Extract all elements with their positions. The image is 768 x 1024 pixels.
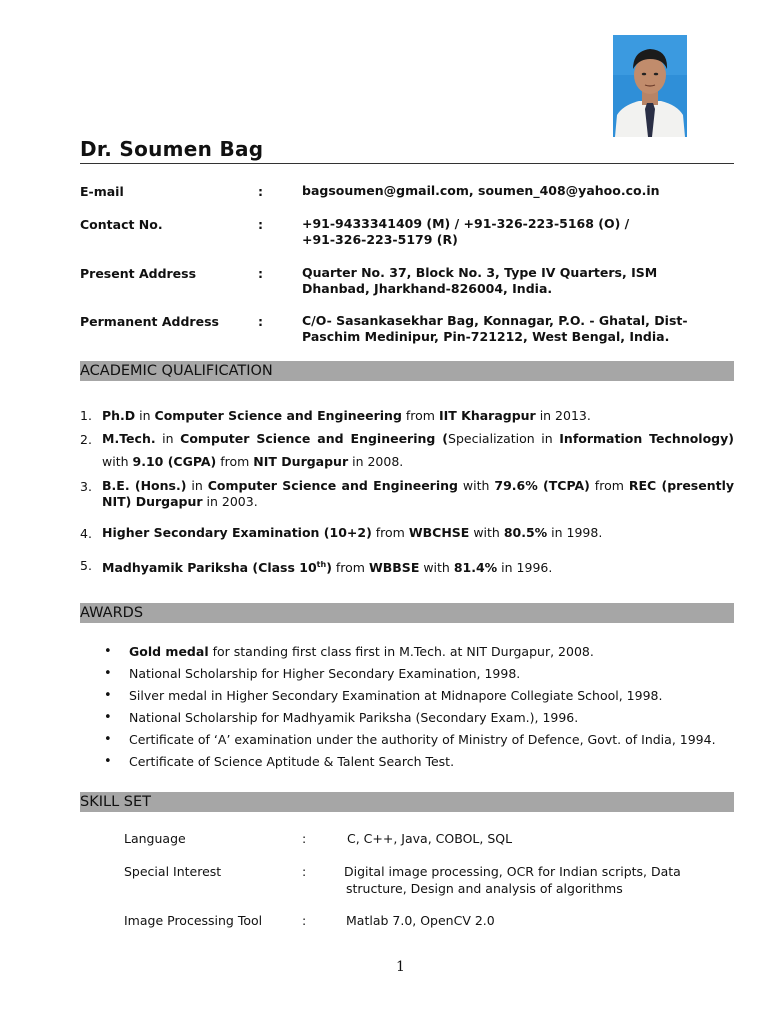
bullet-icon: •	[104, 688, 112, 703]
contact-no-line-1: +91-9433341409 (M) / +91-326-223-5168 (O) /	[302, 216, 630, 231]
academic-text-run: Computer Science and Engineering	[207, 478, 458, 493]
academic-text-run: Information Technology)	[559, 431, 734, 446]
skill-line: Digital image processing, OCR for Indian scripts, Data	[344, 864, 681, 879]
award-text: for standing first class first in M.Tech. at NIT Durgapur, 2008.	[208, 644, 594, 659]
academic-item	[102, 404, 734, 427]
bullet-icon: •	[104, 710, 112, 725]
award-highlight: Gold medal	[129, 644, 209, 659]
academic-text-run: th	[316, 560, 327, 569]
academic-text-run: in 2003.	[202, 494, 258, 509]
name-divider	[80, 163, 734, 164]
present-address-label: Present Address	[80, 266, 197, 281]
award-item	[129, 666, 520, 681]
contact-no-colon: :	[258, 217, 263, 232]
academic-text-run: from	[401, 408, 439, 423]
academic-item	[102, 521, 734, 544]
academic-text-run: WBCHSE	[408, 525, 470, 540]
academic-text-run: in 1998.	[547, 525, 603, 540]
academic-text-run: 79.6% (TCPA)	[494, 478, 590, 493]
skill-value-special-interest	[344, 863, 681, 897]
present-address-line-1: Quarter No. 37, Block No. 3, Type IV Quarters, ISM	[302, 265, 658, 280]
permanent-address-line-1: C/O- Sasankasekhar Bag, Konnagar, P.O. - Ghatal, Dist-	[302, 313, 688, 328]
permanent-address-value	[302, 313, 688, 345]
award-text: Certificate of Science Aptitude & Talent Search Test.	[129, 754, 455, 769]
academic-text-run: from	[589, 478, 629, 493]
academic-text-run: in 1996.	[497, 560, 553, 576]
skill-line: Matlab 7.0, OpenCV 2.0	[346, 913, 495, 928]
academic-item-number: 2.	[80, 432, 92, 447]
academic-text-run: 81.4%	[453, 560, 498, 576]
academic-text-run: Higher Secondary Examination (10+2)	[102, 525, 372, 540]
academic-text-run: Madhyamik Pariksha (Class 10	[102, 560, 317, 576]
academic-text-run: Ph.D	[102, 408, 136, 423]
section-title-skills: SKILL SET	[80, 794, 151, 810]
skill-label-special-interest: Special Interest	[124, 864, 222, 879]
academic-item	[102, 478, 734, 510]
email-value	[302, 183, 660, 199]
academic-text-run: with	[469, 525, 504, 540]
academic-text-run: from	[216, 454, 254, 469]
award-text: National Scholarship for Higher Secondary Examination, 1998.	[129, 666, 521, 681]
contact-no-line-2: +91-326-223-5179 (R)	[302, 232, 458, 247]
academic-item	[102, 553, 734, 579]
award-item	[129, 688, 662, 703]
profile-photo	[613, 35, 687, 137]
academic-text-run: in 2008.	[348, 454, 404, 469]
academic-text-run: from	[371, 525, 409, 540]
section-header-academic	[80, 361, 734, 381]
academic-item-number: 1.	[80, 408, 92, 423]
contact-no-label: Contact No.	[80, 217, 163, 232]
academic-text-run: from	[331, 560, 369, 576]
section-title-awards: AWARDS	[80, 605, 144, 621]
academic-text-run: WBBSE	[368, 560, 420, 576]
skill-label-image-processing-tool: Image Processing Tool	[124, 913, 263, 928]
award-text: National Scholarship for Madhyamik Pariksha (Secondary Exam.), 1996.	[129, 710, 579, 725]
award-item	[129, 754, 454, 769]
present-address-colon: :	[258, 266, 263, 281]
academic-text-run: in	[155, 431, 181, 446]
academic-item	[102, 427, 734, 473]
page-number: 1	[396, 959, 405, 975]
award-text: Silver medal in Higher Secondary Examination at Midnapore Collegiate School, 1998.	[129, 688, 663, 703]
section-header-awards	[80, 603, 734, 623]
present-address-line-2: Dhanbad, Jharkhand-826004, India.	[302, 281, 553, 296]
award-item	[129, 710, 578, 725]
skill-colon: :	[302, 864, 307, 879]
email-colon: :	[258, 184, 263, 199]
skill-label-language: Language	[124, 831, 186, 846]
bullet-icon: •	[104, 666, 112, 681]
person-name: Dr. Soumen Bag	[80, 137, 264, 161]
permanent-address-line-2: Paschim Medinipur, Pin-721212, West Bengal, India.	[302, 329, 670, 344]
bullet-icon: •	[104, 732, 112, 747]
academic-text-run: with	[419, 560, 454, 576]
academic-text-run: Computer Science and Engineering (	[180, 431, 449, 446]
academic-text-run: with	[102, 454, 133, 469]
skill-value-image-processing-tool	[346, 912, 495, 929]
academic-text-run: Specialization in	[448, 431, 560, 446]
academic-text-run: REC (presently NIT) Durgapur	[102, 478, 735, 509]
permanent-address-colon: :	[258, 314, 263, 329]
academic-text-run: 9.10 (CGPA)	[132, 454, 217, 469]
skill-colon: :	[302, 913, 307, 928]
skill-line: C, C++, Java, COBOL, SQL	[347, 831, 513, 846]
skill-value-language	[347, 830, 512, 847]
bullet-icon: •	[104, 754, 112, 769]
award-item	[129, 732, 716, 747]
email-label: E-mail	[80, 184, 124, 199]
academic-text-run: 80.5%	[503, 525, 548, 540]
present-address-value	[302, 265, 657, 297]
award-text: Certificate of ‘A’ examination under the authority of Ministry of Defence, Govt. of India, 1994.	[129, 732, 716, 747]
academic-text-run: B.E. (Hons.)	[102, 478, 187, 493]
permanent-address-label: Permanent Address	[80, 314, 219, 329]
skill-line: structure, Design and analysis of algorithms	[346, 881, 623, 896]
academic-text-run: in	[186, 478, 208, 493]
academic-text-run: M.Tech.	[102, 431, 156, 446]
award-item	[129, 644, 594, 659]
section-title-academic: ACADEMIC QUALIFICATION	[80, 363, 273, 379]
academic-text-run: IIT Kharagpur	[438, 408, 536, 423]
academic-text-run: in 2013.	[535, 408, 591, 423]
academic-text-run: )	[326, 560, 332, 576]
academic-item-number: 5.	[80, 558, 92, 573]
academic-text-run: NIT Durgapur	[253, 454, 349, 469]
section-header-skills	[80, 792, 734, 812]
email-line: bagsoumen@gmail.com, soumen_408@yahoo.co.in	[302, 183, 660, 198]
bullet-icon: •	[104, 644, 112, 659]
academic-item-number: 3.	[80, 479, 92, 494]
contact-no-value	[302, 216, 629, 248]
skill-colon: :	[302, 831, 307, 846]
academic-text-run: in	[135, 408, 155, 423]
academic-item-number: 4.	[80, 526, 92, 541]
academic-text-run: Computer Science and Engineering	[154, 408, 402, 423]
academic-text-run: with	[457, 478, 495, 493]
